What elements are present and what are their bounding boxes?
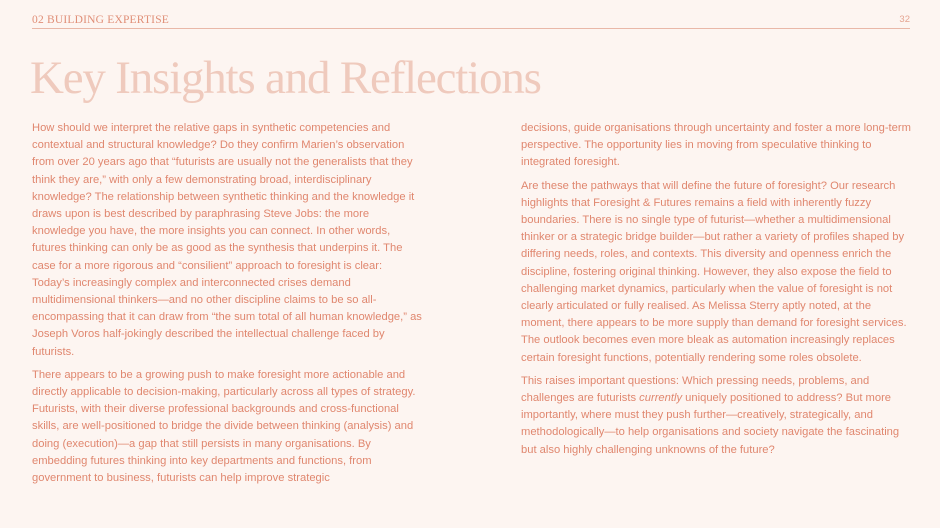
paragraph: [521, 373, 911, 459]
page-header: [32, 13, 910, 29]
paragraph: There appears to be a growing push to make foresight more actionable and directly applicable to decision-making, particularly across all types of strategy. Futurists, with their diverse professional backgrounds and cross-functional skills, are well-positioned to bridge the divide between thinking (analysis) and doing (execution)—a gap that still persists in many organisations. By embedding futures thinking into key departments and functions, from government to business, futurists can help improve strategic: [32, 368, 416, 485]
paragraph: Are these the pathways that will define the future of foresight? Our research highlights that Foresight & Futures remains a field with inherently fuzzy boundaries. There is no single type of futurist—whether a multidimensional thinker or a strategic bridge builder—but rather a variety of profiles shaped by differing needs, roles, and contexts. This diversity and openness enrich the discipline, fostering original thinking. However, they also expose the field to challenging market dynamics, particularly when the value of foresight is not clearly articulated or fully realised. As Melissa Sterry aptly noted, at the moment, there appears to be more supply than demand for foresight services. The outlook becomes even more bleak as automation increasingly replaces certain foresight functions, potentially rendering some roles obsolete.: [521, 179, 907, 364]
right-text-column: [521, 120, 911, 465]
paragraph: How should we interpret the relative gaps in synthetic competencies and contextual and structural knowledge? Do they confirm Marien’s observation from over 20 years ago that “futurists are usually not the generalists that they think they are,” with only a few demonstrating broad, interdisciplinary knowledge? The relationship between synthetic thinking and the knowledge it draws upon is best described by paraphrasing Steve Jobs: the more knowledge you have, the more insights you can connect. In other words, futures thinking can only be as good as the synthesis that underpins it. The case for a more rigorous and “consilient” approach to foresight is clear: Today’s increasingly complex and interconnected crises demand multidimensional thinkers—and no other discipline claims to be so all-encompassing that it can draw from “the sum total of all human knowledge,” as Joseph Voros half-jokingly described the intellectual challenge faced by futurists.: [32, 122, 422, 358]
page-title: Key Insights and Reflections: [30, 52, 541, 104]
section-label: 02 BUILDING EXPERTISE: [32, 14, 170, 26]
paragraph-text: This raises important questions: Which pressing needs, problems, and challenges are futurists: [521, 374, 870, 405]
page-number: 32: [899, 14, 910, 25]
left-text-column: [32, 120, 422, 493]
paragraph-text: uniquely positioned to address? But more importantly, where must they push further—creatively, strategically, and methodologically—to help organisations and society navigate the fascinating but also highly challenging unknowns of the future?: [521, 392, 900, 456]
paragraph: decisions, guide organisations through uncertainty and foster a more long-term perspective. The opportunity lies in moving from speculative thinking to integrated foresight.: [521, 122, 911, 169]
emphasized-word: currently: [639, 392, 683, 405]
